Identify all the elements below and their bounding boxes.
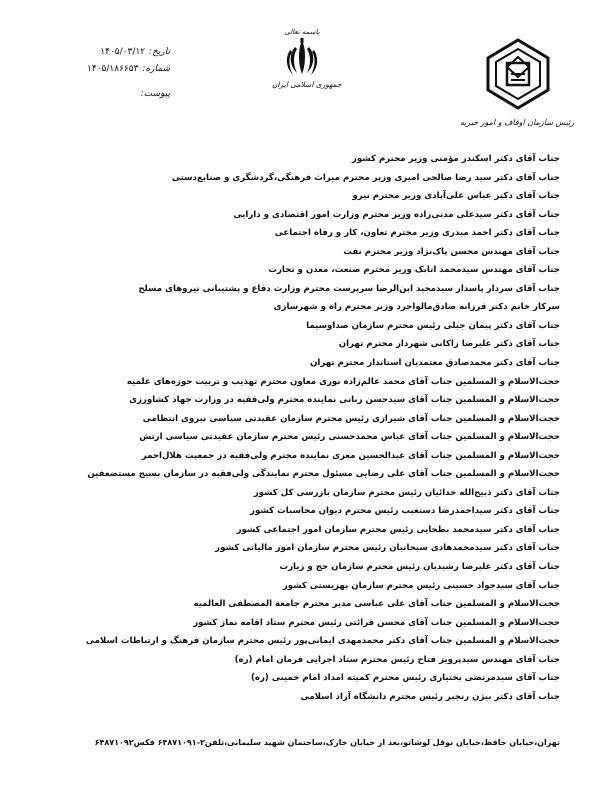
republic-text: جمهوری اسلامی ایران [272,80,342,89]
letter-meta [40,44,170,103]
recipient-line: حجت‌الاسلام و المسلمین جناب آقای شیرازی رئیس محترم سازمان عقیدتی سیاسی نیروی انتظامی [142,413,560,424]
date-value: ۱۴۰۵/۰۳/۱۲ [100,47,146,57]
footer-address: تهران،خیابان حافظ،خیابان نوفل لوشاتو،بعد از خیابان خارک،ساختمان شهید سلیمانی،تلفن۲-۶۴۸۷۱۰۹۱ فکس۶۴۸۷۱۰۹۲ [94,738,560,747]
recipient-line: حجت‌الاسلام و المسلمین جناب آقای دکتر محمدمهدی ایمانی‌پور رئیس محترم سازمان فرهنگ و ارتباطات اسلامی [85,636,560,647]
recipient-line: جناب آقای سیدجواد حسینی رئیس محترم سازمان بهزیستی کشور [282,580,560,591]
recipient-line: حجت‌الاسلام و المسلمین جناب آقای سیدحسن ربانی نماینده محترم ولی‌فقیه در وزارت جهاد کشاورزی [129,395,560,406]
recipient-line: جناب آقای دکتر پیمان جبلی رئیس محترم سازمان صداوسیما [306,320,560,331]
recipient-line: حجت‌الاسلام و المسلمین جناب آقای علی رضایی مسئول محترم نمایندگی ولی‌فقیه در سازمان بسیج مستضعفین [87,469,560,480]
recipient-line: جناب آقای سیدمرتضی بختیاری رئیس محترم کمیته امداد امام خمینی (ره) [250,673,560,684]
recipient-line: جناب آقای دکتر علیرضا زاکانی شهردار محترم تهران [338,339,560,350]
recipient-list [80,150,560,706]
recipient-line: جناب آقای دکتر عباس علی‌آبادی وزیر محترم نیرو [352,191,560,202]
number-label: شماره: [142,64,170,74]
recipient-line: جناب آقای دکتر سیدمحمدهادی سبحانیان رئیس محترم سازمان امور مالیاتی کشور [215,543,560,554]
recipient-line: سرکار خانم دکتر فرزانه صادق‌مالواجرد وزیر محترم راه و شهرسازی [273,302,560,313]
recipient-line: جناب آقای سردار پاسدار سیدمجید ابن‌الرضا سرپرست محترم وزارت دفاع و پشتیبانی نیروهای مسلح [138,283,560,294]
recipient-line: جناب آقای دکتر ذبیح‌الله خدائیان رئیس محترم سازمان بازرسی کل کشور [253,487,560,498]
iran-emblem-icon [285,38,319,78]
awqaf-logo [478,36,558,112]
recipient-line: جناب آقای دکتر علیرضا رشیدیان رئیس محترم سازمان حج و زیارت [279,562,560,573]
recipient-line: حجت‌الاسلام و المسلمین جناب آقای محسن قرائتی رئیس محترم ستاد اقامه نماز کشور [193,617,560,628]
recipient-line: جناب آقای مهندس سیدپرویز فتاح رئیس محترم ستاد اجرایی فرمان امام (ره) [234,654,560,665]
recipient-line: جناب آقای مهندس سیدمحمد اتابک وزیر محترم صنعت، معدن و تجارت [268,265,560,276]
bismillah-text: باسمه تعالی [284,28,320,36]
recipient-line: جناب آقای دکتر بیژن رنجبر رئیس محترم دانشگاه آزاد اسلامی [300,691,560,702]
recipient-line: حجت‌الاسلام و المسلمین جناب آقای عباس محمدحسنی رئیس محترم سازمان عقیدتی سیاسی ارتش [139,432,560,443]
recipient-line: حجت‌الاسلام و المسلمین جناب آقای علی عباسی مدیر محترم جامعة المصطفی العالمیه [193,599,560,610]
recipient-line: جناب آقای دکتر محمدصادق معتمدیان استاندار محترم تهران [310,358,560,369]
national-emblem [272,28,342,89]
number-value: ۱۴۰۵/۱۸۶۶۵۳ [87,64,139,74]
recipient-line: جناب آقای مهندس محسن پاک‌نژاد وزیر محترم نفت [343,246,560,257]
recipient-line: جناب آقای دکتر اسکندر مؤمنی وزیر محترم کشور [351,154,560,164]
recipient-line: جناب آقای دکتر سید رضا صالحی امیری وزیر محترم میراث فرهنگی،گردشگری و صنایع‌دستی [171,172,560,183]
date-row [40,44,170,61]
number-row [40,61,170,78]
recipient-line: جناب آقای دکتر سیداحمدرضا دستغیب رئیس محترم دیوان محاسبات کشور [250,506,560,517]
recipient-line: حجت‌الاسلام و المسلمین جناب آقای عبدالحسین معزی نماینده محترم ولی‌فقیه در جمعیت هلال‌احمر [141,450,560,461]
org-caption: رئیس سازمان اوقاف و امور خیریه [459,118,575,127]
recipient-line: جناب آقای دکتر سیدعلی مدنی‌زاده وزیر محترم وزارت امور اقتصادی و دارایی [233,209,560,220]
attachment-row [40,86,170,103]
recipient-line: جناب آقای دکتر سیدمحمد بطحایی رئیس محترم سازمان امور اجتماعی کشور [236,524,560,535]
awqaf-logo-icon [482,36,554,112]
recipient-line: جناب آقای دکتر احمد میدری وزیر محترم تعاون، کار و رفاه اجتماعی [274,228,560,239]
attachment-label: پیوست: [140,89,170,99]
date-label: تاریخ: [149,47,170,57]
recipient-line: حجت‌الاسلام و المسلمین جناب آقای محمد عالم‌زاده نوری معاون محترم تهذیب و تربیت حوزه‌های علمیه [126,376,560,387]
